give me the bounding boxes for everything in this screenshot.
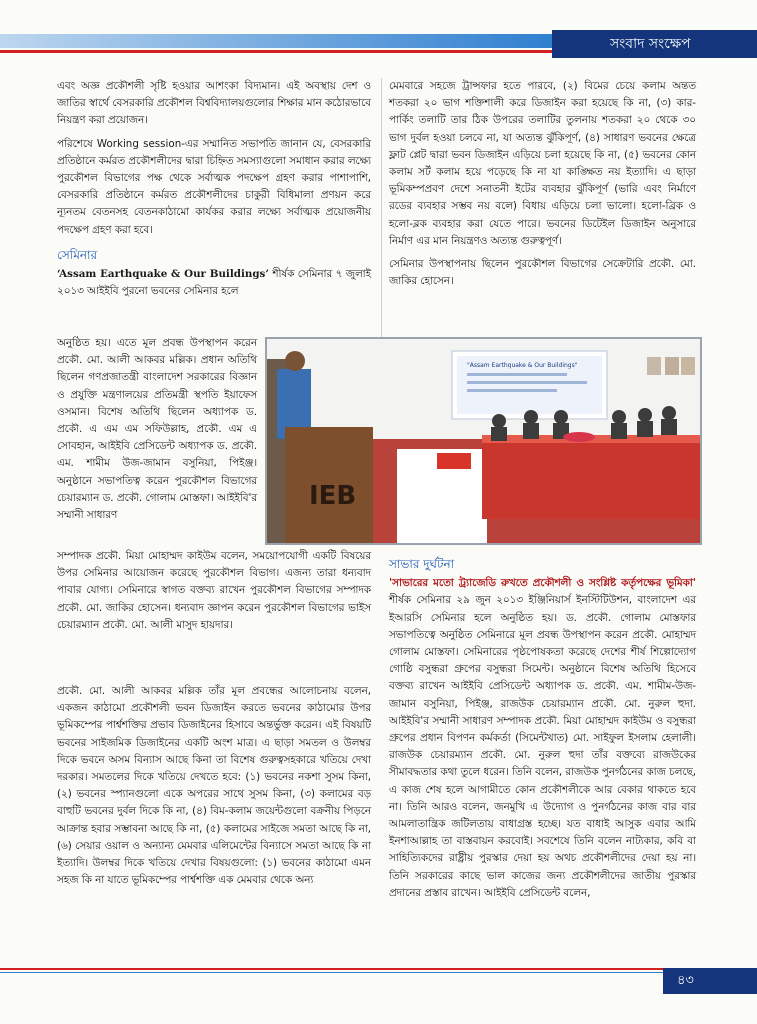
- seminar-title-line: [57, 266, 371, 300]
- left-column-bottom: [57, 683, 371, 895]
- footer-red-line: [0, 968, 663, 970]
- savar-heading: সাভার দুর্ঘটনা: [389, 557, 455, 571]
- paragraph: মেমবারে সহজে ট্রান্সফার হতে পারবে, (২) বিমের চেয়ে কলাম অন্তত শতকরা ২০ ভাগ শক্তিশালী করে ডিজাইন করা হয়েছে কি না, (৩) কার-পার্কিং তলাটি তার ঠিক উপরের তলাটির তুলনায় শতকরা ২০ থেকে ৩০ ভাগ দুর্বল হওয়া চলবে না, যা অত্যন্ত ঝুঁকিপূর্ণ, (৪) সাধারণ ভবনের ক্ষেত্রে ফ্লাট প্লেট দ্বারা ভবন ডিজাইন এড়িয়ে চলা হয়েছে কি না, (৫) ভবনের কোন কলাম সর্ট কলাম হয়ে পড়েছে কি না যা কাঙ্ক্ষিত নয় ইত্যাদি। এ ছাড়া ভূমিকম্পপ্রবণ দেশে সনাতনী ইটের ব্যবহার ঝুঁকিপূর্ণ (ভারি এবং নির্মাণে রডের ব্যবহার সম্ভব নয় বলে) বিধায় এড়িয়ে চলা ভালো। হলো-ব্রিক ও হলো-ব্লক ব্যবহার করা যেতে পারে। ভবনের ডিটেইল ডিজাইন অনুসারে নির্মাণ এর মান নিয়ন্ত্রণও অত্যন্ত গুরুত্বপূর্ণ।: [389, 80, 696, 247]
- paragraph: এবং অজ্ঞ প্রকৌশলী সৃষ্টি হওয়ার আশংকা বিদ্যমান। এই অবস্থায় দেশ ও জাতির স্বার্থে বেসরকারি প্রকৌশল বিশ্ববিদ্যালয়গুলোর শিক্ষার মান কঠোরভাবে নিয়ন্ত্রণ করা প্রয়োজন।: [57, 80, 371, 127]
- savar-body: শীর্ষক সেমিনার ২৯ জুন ২০১৩ ইঞ্জিনিয়ার্স ইনস্টিটিউশন, বাংলাদেশ এর ইআরসি সেমিনার হলে অনুষ্ঠিত হয়। ড. প্রকৌ. গোলাম মোস্তফার সভাপতিত্বে অনুষ্ঠিত সেমিনারে মূল প্রবন্ধ উপস্থাপন করেন প্রকৌ. মোহাম্মদ গোলাম মোস্তফা। সেমিনারের পৃষ্ঠপোষকতা করেছে দেশের শীর্ষ শিল্পোদ্যোগ গোষ্ঠি বসুন্ধরা গ্রুপের বসুন্ধরা সিমেন্ট। অনুষ্ঠানে বিশেষ অতিথি হিসেবে বক্তব্য রাখেন আইইবি প্রেসিডেন্ট অধ্যাপক ড. প্রকৌ. এম. শামীম-উজ-জামান বসুনিয়া, পিইঞ্জ, রাজউক চেয়ারম্যান প্রকৌ. মো. নুরুল হুদা. আইইবি'র সম্মানী সাধারণ সম্পাদক প্রকৌ. মিয়া মোহাম্মদ কাইউম ও বসুন্ধরা গ্রুপের প্রধান বিপণন কর্মকর্তা (সিমেন্টখাত) মো. সাইফুল ইসলাম হেলালী। রাজউক চেয়ারম্যান প্রকৌ. মো. নুরুল হুদা তাঁর বক্তব্যে রাজউকের সীমাবদ্ধতার কথা তুলে ধরেন। তিনি বলেন, রাজউক পুনর্গঠনের কাজ চলছে, এ কাজ শেষ হলে আগামীতে কোন প্রকৌশলীকে আর বেকার থাকতে হবে না। তিনি আরও বলেন, জনমুখি এ উদ্যোগ ও পুনর্গঠনের কাজ বার বার আমলাতান্ত্রিক জটিলতায় বাধাগ্রস্ত হচ্ছে। যত বাধাই আসুক এবার আমি ইনশাআল্লাহ তা বাস্তবায়ন করবোই। সবশেষে তিনি বলেন নাট্যকার, কবি বা সাহিত্যিকদের রাষ্ট্রীয় পুরস্কার দেয়া হয় অথচ প্রকৌশলীদের দেয়া হয় না। তিনি সরকারের কাছে ভাল কাজের জন্য প্রকৌশলীদের জাতীয় পুরস্কার প্রদানের প্রস্তাব রাখেন। আইইবি প্রেসিডেন্ট বলেন,: [389, 594, 696, 899]
- paragraph: প্রকৌ. মো. আলী আকবর মল্লিক তাঁর মূল প্রবন্ধের আলোচনায় বলেন, একজন কাঠামো প্রকৌশলী ভবন ডিজাইন করতে ভবনের কাঠামোর উপর ভূমিকম্পের পার্শ্বশক্তির প্রভাব ডিজাইনের হিসাবে অন্তর্ভুক্ত করেন। এই বিষয়টি ভবনের সাইজমিক ডিজাইনের একটি অংশ মাত্র। এ ছাড়া সমতল ও উলম্বর দিকে ভবনে অসম বিন্যাস আছে কিনা তা বিশেষ গুরুত্বসহকারে খতিয়ে দেখা দরকার। সমতলের দিকে খতিয়ে দেখতে হবে: (১) ভবনের নকশা সুসম কিনা, (২) ভবনের স্প্যানগুলো একে অপরের সাথে সুসম কিনা, (৩) কলামের বড় বাহুটি ভবনের দুর্বল দিকে কি না, (৪) বিম-কলাম জয়েন্টগুলো বক্রনীয় পিড়নে আক্রান্ত হবার সম্ভাবনা আছে কি না, (৫) কলামের সাইজে সমতা আছে কি না, (৬) সেয়ার ওয়াল ও অন্যান্য মেমবার এলিমেন্টের বিন্যাসে সমতা আছে কি না ইত্যাদি। উলম্বর দিকে খতিয়ে দেখার বিষয়গুলো: (১) ভবনের কাঠামো এমন সহজ কি না যাতে ভূমিকম্পের পার্শ্বশক্তি এক মেমবার থেকে অন্য: [57, 685, 371, 887]
- left-column-beside-photo: [57, 335, 257, 530]
- seminar-heading: সেমিনার: [57, 247, 98, 262]
- section-label: সংবাদ সংক্ষেপ: [552, 30, 757, 58]
- paragraph: অনুষ্ঠিত হয়। এতে মূল প্রবন্ধ উপস্থাপন করেন প্রকৌ. মো. আলী আকবর মল্লিক। প্রধান অতিথি ছিলেন গণপ্রজাতন্ত্রী বাংলাদেশ সরকারের বিজ্ঞান ও প্রযুক্তি মন্ত্রণালয়ের প্রতিমন্ত্রী স্থপতি ইয়াফেস ওসমান। বিশেষ অতিথি ছিলেন অধ্যাপক ড. প্রকৌ. এ এম এম সফিউল্লাহ, প্রকৌ. এম এ সোবহান, আইইবি প্রেসিডেন্ট অধ্যাপক ড. প্রকৌ. এম. শামীম উজ-জামান বসুনিয়া, পিইঞ্জ। অনুষ্ঠানে সভাপতিত্ব করেন পুরকৌশল বিভাগের চেয়ারম্যান ড. প্রকৌ. গোলাম মোস্তফা। আইইবি'র সম্মানী সাধারণ: [57, 337, 257, 522]
- section-header-bar: [0, 30, 757, 58]
- header-blue-stripe: [0, 34, 555, 48]
- header-red-stripe: [0, 50, 555, 53]
- column-divider: [381, 78, 382, 348]
- page-number: ৪৩: [663, 968, 757, 994]
- right-column-top: [389, 78, 696, 296]
- seminar-photo-illustration: [267, 339, 700, 543]
- paragraph: সেমিনার উপস্থাপনায় ছিলেন পুরকৌশল বিভাগের সেক্রেটারি প্রকৌ. মো. জাকির হোসেন।: [389, 258, 696, 288]
- paragraph: পরিশেষে Working session-এর সম্মানিত সভাপতি জানান যে, বেসরকারি প্রতিষ্ঠানে কর্মরত প্রকৌশলীদের দ্বারা চিহ্নিত সমস্যাগুলো সমাধান করার লক্ষ্যে পুরকৌশল বিভাগের পক্ষ থেকে সর্বাত্মক পদক্ষেপ গ্রহণ করার পাশাপাশি, বেসরকারি প্রতিষ্ঠানে কর্মরত প্রকৌশলীদের চাকুরী বিধিমালা প্রণয়ন করে ন্যূনতম বেতনসহ বেতনকাঠামো কার্যকর করার লক্ষ্যে সর্বাত্মক প্রয়োজনীয় পদক্ষেপ গ্রহণ করা হবে।: [57, 137, 371, 236]
- seminar-photo: [265, 337, 702, 545]
- seminar-intro: শীর্ষক সেমিনার ৭ জুলাই ২০১৩ আইইবি পুরনো ভবনের সেমিনার হলে: [57, 268, 371, 298]
- right-column-bottom: [389, 548, 696, 902]
- page-footer: [0, 968, 757, 1008]
- podium-logo: IEB: [309, 481, 357, 511]
- left-column-top: [57, 78, 371, 300]
- footer-blue-line: [0, 972, 663, 973]
- savar-article: [389, 575, 696, 902]
- banner-text: "Assam Earthquake & Our Buildings": [467, 362, 578, 369]
- left-column-below-photo: [57, 548, 371, 640]
- savar-title: 'সাভারের মতো ট্র্যাজেডি রুখতে প্রকৌশলী ও সংশ্লিষ্ট কর্তৃপক্ষের ভূমিকা': [389, 577, 696, 590]
- seminar-title: ‘Assam Earthquake & Our Buildings’: [57, 268, 269, 281]
- paragraph: সম্পাদক প্রকৌ. মিয়া মোহাম্মদ কাইউম বলেন, সময়োপযোগী একটি বিষয়ের উপর সেমিনার আয়োজন করেছে পুরকৌশল বিভাগ। এজন্য তারা ধন্যবাদ পাবার যোগ্য। সেমিনারে স্বাগত বক্তব্য রাখেন পুরকৌশল বিভাগের সম্পাদক প্রকৌ. মো. জাকির হোসেন। ধন্যবাদ জ্ঞাপন করেন পুরকৌশল বিভাগের ভাইস চেয়ারম্যান প্রকৌ. মো. আলী মাসুদ হায়দার।: [57, 550, 371, 631]
